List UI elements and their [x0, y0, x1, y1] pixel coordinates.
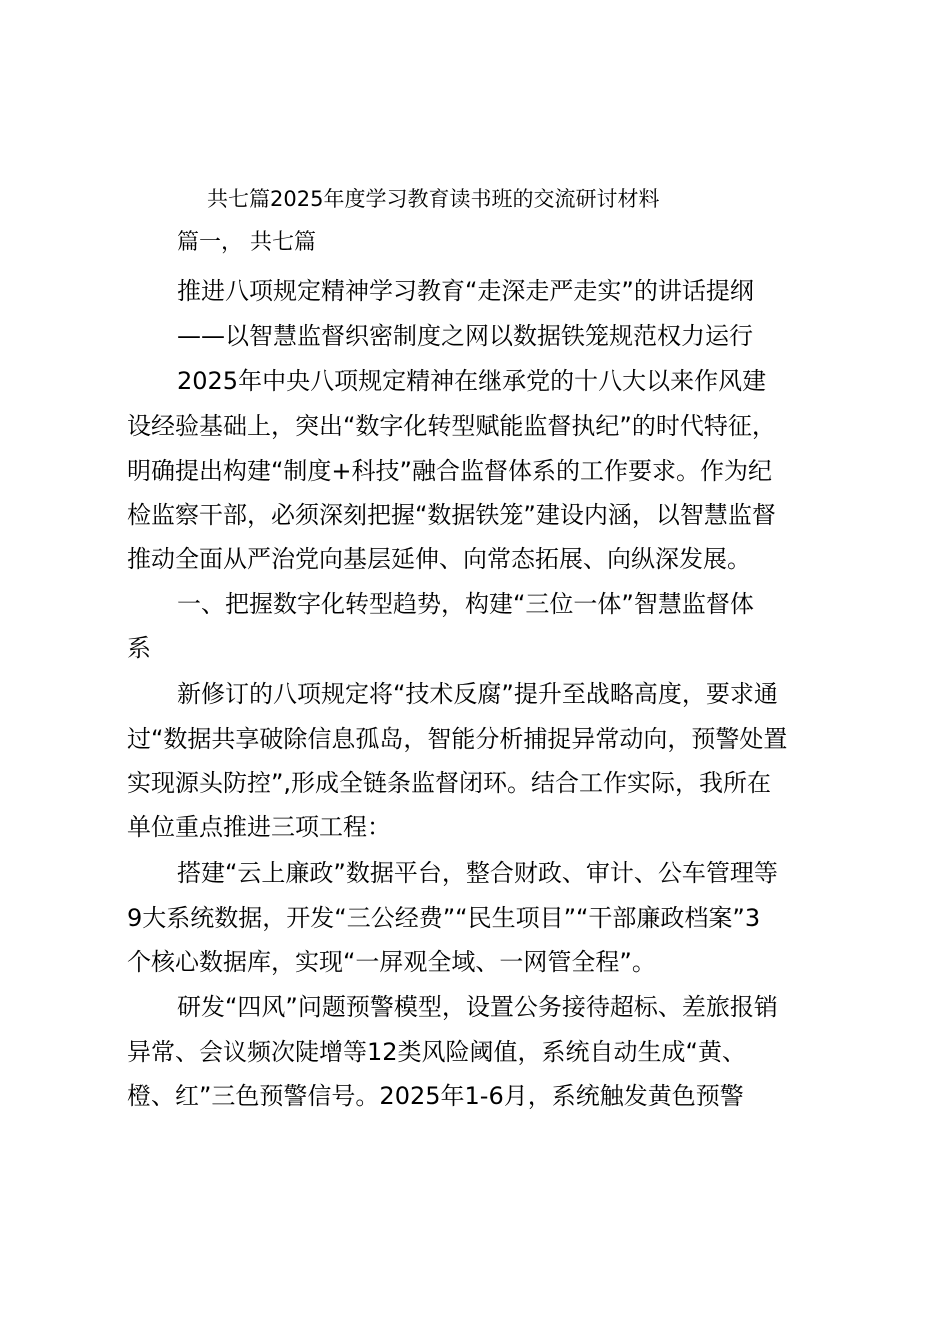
section-heading-continuation: 系 — [127, 634, 151, 662]
paragraph-line: 9大系统数据，开发“三公经费”“民生项目”“干部廉政档案”3 — [127, 904, 761, 932]
paragraph-line: 异常、会议频次陡增等12类风险阈值，系统自动生成“黄、 — [127, 1038, 746, 1066]
paragraph-line: 检监察干部，必须深刻把握“数据铁笼”建设内涵，以智慧监督 — [127, 501, 776, 529]
paragraph-line: 过“数据共享破除信息孤岛，智能分析捕捉异常动向，预警处置 — [127, 725, 788, 753]
paragraph-line: 明确提出构建“制度+科技”融合监督体系的工作要求。作为纪 — [127, 457, 772, 485]
paragraph-line: 单位重点推进三项工程： — [127, 813, 391, 841]
part-label: 篇一， 共七篇 — [177, 230, 316, 255]
section-heading: 一、把握数字化转型趋势，构建“三位一体”智慧监督体 — [177, 590, 754, 618]
paragraph-line: 新修订的八项规定将“技术反腐”提升至战略高度，要求通 — [177, 680, 778, 708]
paragraph-line: 2025年中央八项规定精神在继承党的十八大以来作风建 — [177, 367, 767, 395]
document-title: 共七篇2025年度学习教育读书班的交流研讨材料 — [207, 187, 660, 211]
paragraph-line: 实现源头防控”,形成全链条监督闭环。结合工作实际，我所在 — [127, 769, 772, 797]
speech-title: 推进八项规定精神学习教育“走深走严走实”的讲话提纲 — [177, 277, 754, 305]
speech-subtitle: ——以智慧监督织密制度之网以数据铁笼规范权力运行 — [177, 322, 753, 350]
paragraph-line: 搭建“云上廉政”数据平台，整合财政、审计、公车管理等 — [177, 859, 778, 887]
paragraph-line: 推动全面从严治党向基层延伸、向常态拓展、向纵深发展。 — [127, 545, 751, 573]
paragraph-line: 设经验基础上，突出“数字化转型赋能监督执纪”的时代特征， — [127, 412, 776, 440]
paragraph-line: 研发“四风”问题预警模型，设置公务接待超标、差旅报销 — [177, 993, 778, 1021]
paragraph-line: 橙、红”三色预警信号。2025年1-6月，系统触发黄色预警 — [127, 1082, 744, 1110]
paragraph-line: 个核心数据库，实现“一屏观全域、一网管全程”。 — [127, 948, 656, 976]
